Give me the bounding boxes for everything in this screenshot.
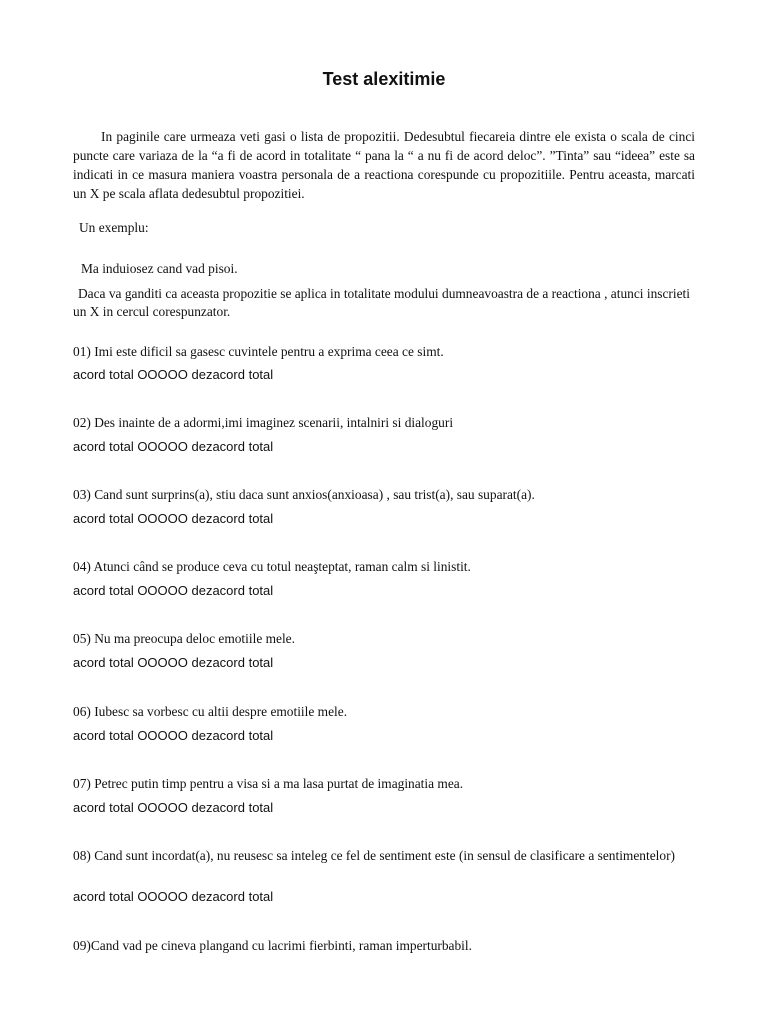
- example-heading: Un exemplu:: [79, 220, 149, 235]
- example-instruction: Daca va ganditi ca aceasta propozitie se aplica in totalitate modului dumneavoastra de a reactiona , atunci inscrieti un X in cercul corespunzator.: [73, 286, 690, 319]
- example-sentence: Ma induiosez cand vad pisoi.: [81, 261, 238, 276]
- intro-paragraph: In paginile care urmeaza veti gasi o lista de propozitii. Dedesubtul fiecareia dintre ele exista o scala de cinci puncte care variaza de la “a fi de acord in totalitate “ pana la “ a nu fi de acord deloc”. ”Tinta” sau “ideea” este sa indicati in ce masura maniera voastra personala de a reactiona corespunde cu propozitiile. Pentru aceasta, marcati un X pe scala aflata dedesubtul propozitiei.: [73, 129, 695, 201]
- question-text: 03) Cand sunt surprins(a), stiu daca sunt anxios(anxioasa) , sau trist(a), sau suparat(a).: [73, 487, 535, 502]
- question-text: 01) Imi este dificil sa gasesc cuvintele pentru a exprima ceea ce simt.: [73, 344, 444, 359]
- question-text: 02) Des inainte de a adormi,imi imaginez scenarii, intalniri si dialoguri: [73, 415, 454, 430]
- question-text: 08) Cand sunt incordat(a), nu reusesc sa inteleg ce fel de sentiment este (in sensul de clasificare a sentimentelor): [73, 848, 675, 863]
- question-scale[interactable]: acord total OOOOO dezacord total: [73, 655, 274, 670]
- question-scale[interactable]: acord total OOOOO dezacord total: [73, 800, 274, 815]
- page-title: Test alexitimie: [322, 69, 446, 89]
- question-scale[interactable]: acord total OOOOO dezacord total: [73, 367, 274, 382]
- question-text: 06) Iubesc sa vorbesc cu altii despre emotiile mele.: [73, 704, 348, 719]
- question-scale[interactable]: acord total OOOOO dezacord total: [73, 439, 274, 454]
- question-scale[interactable]: acord total OOOOO dezacord total: [73, 511, 274, 526]
- question-text: 05) Nu ma preocupa deloc emotiile mele.: [73, 631, 295, 646]
- question-scale[interactable]: acord total OOOOO dezacord total: [73, 583, 274, 598]
- question-scale[interactable]: acord total OOOOO dezacord total: [73, 889, 274, 904]
- question-scale[interactable]: acord total OOOOO dezacord total: [73, 728, 274, 743]
- question-text: 07) Petrec putin timp pentru a visa si a ma lasa purtat de imaginatia mea.: [73, 776, 464, 791]
- question-text: 04) Atunci când se produce ceva cu totul neaşteptat, raman calm si linistit.: [73, 559, 471, 574]
- question-text: 09)Cand vad pe cineva plangand cu lacrimi fierbinti, raman imperturbabil.: [73, 938, 472, 953]
